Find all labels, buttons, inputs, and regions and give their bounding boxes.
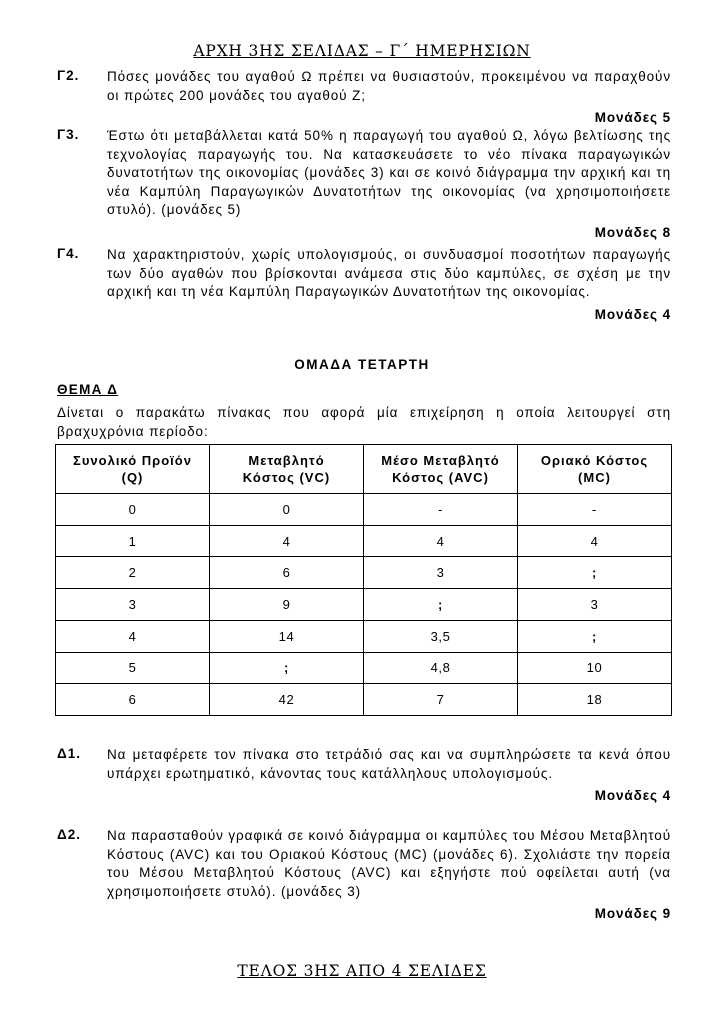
table-cell: ; xyxy=(518,557,672,589)
table-cell: 4,8 xyxy=(364,652,518,684)
table-cell: 14 xyxy=(210,620,364,652)
table-cell: 0 xyxy=(210,494,364,526)
question-points: Μονάδες 8 xyxy=(594,224,671,240)
table-cell: 3 xyxy=(518,589,672,621)
table-cell: 10 xyxy=(518,652,672,684)
table-cell: - xyxy=(364,494,518,526)
table-cell: 6 xyxy=(210,557,364,589)
question-number: Γ2. xyxy=(57,68,80,83)
table-cell: 6 xyxy=(56,684,210,716)
table-row xyxy=(56,557,672,589)
thema-intro: Δίνεται ο παρακάτω πίνακας που αφορά μία επιχείρηση η οποία λειτουργεί στη βραχυχρόνια περίοδο: xyxy=(57,405,671,439)
table-cell: 3 xyxy=(56,589,210,621)
question-points: Μονάδες 4 xyxy=(594,788,671,803)
table-cell: ; xyxy=(518,620,672,652)
question-text: Έστω ότι μεταβάλλεται κατά 50% η παραγωγή του αγαθού Ω, λόγω βελτίωσης της τεχνολογίας παραγωγής του. Να κατασκευάσετε το νέο πίνακα παραγωγικών δυνατοτήτων της οικονομίας (μονάδες 3) και σε κοινό διάγραμμα την αρχική και τη νέα Καμπύλη Παραγωγικών Δυνατοτήτων της οικονομίας (να χρησιμοποιήσετε στυλό). (μονάδες 5) xyxy=(107,128,671,217)
table-cell: 1 xyxy=(56,525,210,557)
table-row xyxy=(56,494,672,526)
table-cell: 4 xyxy=(56,620,210,652)
thema-heading: ΘΕΜΑ Δ xyxy=(57,382,119,397)
table-cell: 42 xyxy=(210,684,364,716)
table-cell: 18 xyxy=(518,684,672,716)
table-cell: 4 xyxy=(518,525,672,557)
page-footer: ΤΕΛΟΣ 3ΗΣ ΑΠΟ 4 ΣΕΛΙΔΕΣ xyxy=(237,962,487,980)
table-cell: 9 xyxy=(210,589,364,621)
table-cell: 2 xyxy=(56,557,210,589)
group-title: ΟΜΑΔΑ ΤΕΤΑΡΤΗ xyxy=(294,357,430,372)
question-text: Πόσες μονάδες του αγαθού Ω πρέπει να θυσιαστούν, προκειμένου να παραχθούν οι πρώτες 200 μονάδες του αγαθού Ζ; xyxy=(107,69,671,103)
header-vc: Μεταβλητό Κόστος (VC) xyxy=(210,445,364,494)
table-cell: - xyxy=(518,494,672,526)
header-q: Συνολικό Προϊόν (Q) xyxy=(56,445,210,494)
cost-table xyxy=(55,444,672,716)
question-d1 xyxy=(57,746,671,806)
question-g2 xyxy=(57,68,671,128)
question-number: Δ2. xyxy=(57,827,81,842)
table-cell: 3,5 xyxy=(364,620,518,652)
question-number: Δ1. xyxy=(57,746,81,761)
question-number: Γ3. xyxy=(57,127,80,142)
table-cell: ; xyxy=(210,652,364,684)
table-cell: 5 xyxy=(56,652,210,684)
question-number: Γ4. xyxy=(57,246,80,261)
table-row xyxy=(56,589,672,621)
question-g3 xyxy=(57,127,671,242)
question-points: Μονάδες 5 xyxy=(594,110,671,125)
table-row xyxy=(56,652,672,684)
header-avc: Μέσο Μεταβλητό Κόστος (AVC) xyxy=(364,445,518,494)
table-cell: 4 xyxy=(210,525,364,557)
question-text: Να μεταφέρετε τον πίνακα στο τετράδιό σας και να συμπληρώσετε τα κενά όπου υπάρχει ερωτηματικό, κάνοντας τους κατάλληλους υπολογισμούς. xyxy=(107,747,671,781)
table-cell: 7 xyxy=(364,684,518,716)
table-row xyxy=(56,684,672,716)
question-text: Να παρασταθούν γραφικά σε κοινό διάγραμμα οι καμπύλες του Μέσου Μεταβλητού Κόστους (AVC) και του Οριακού Κόστους (MC) (μονάδες 6). Σχολιάστε την πορεία του Μέσου Μεταβλητού Κόστους (AVC) και εξηγήστε πού οφείλεται αυτή (να χρησιμοποιήσετε στυλό). (μονάδες 3) xyxy=(107,828,671,899)
page-header: ΑΡΧΗ 3ΗΣ ΣΕΛΙΔΑΣ – Γ΄ ΗΜΕΡΗΣΙΩΝ xyxy=(193,42,531,60)
table-cell: 0 xyxy=(56,494,210,526)
question-text: Να χαρακτηριστούν, χωρίς υπολογισμούς, οι συνδυασμοί ποσοτήτων παραγωγής των δύο αγαθών που βρίσκονται ανάμεσα στις δύο καμπύλες, σε σχέση με την αρχική και τη νέα Καμπύλη Παραγωγικών Δυνατοτήτων της οικονομίας. xyxy=(107,247,671,299)
question-g4 xyxy=(57,246,671,324)
table-row xyxy=(56,620,672,652)
table-row xyxy=(56,525,672,557)
question-d2 xyxy=(57,827,671,924)
table-cell: 4 xyxy=(364,525,518,557)
question-points: Μονάδες 9 xyxy=(594,906,671,921)
header-mc: Οριακό Κόστος (MC) xyxy=(518,445,672,494)
table-cell: 3 xyxy=(364,557,518,589)
question-points: Μονάδες 4 xyxy=(594,306,671,322)
table-header-row xyxy=(56,445,672,494)
table-cell: ; xyxy=(364,589,518,621)
